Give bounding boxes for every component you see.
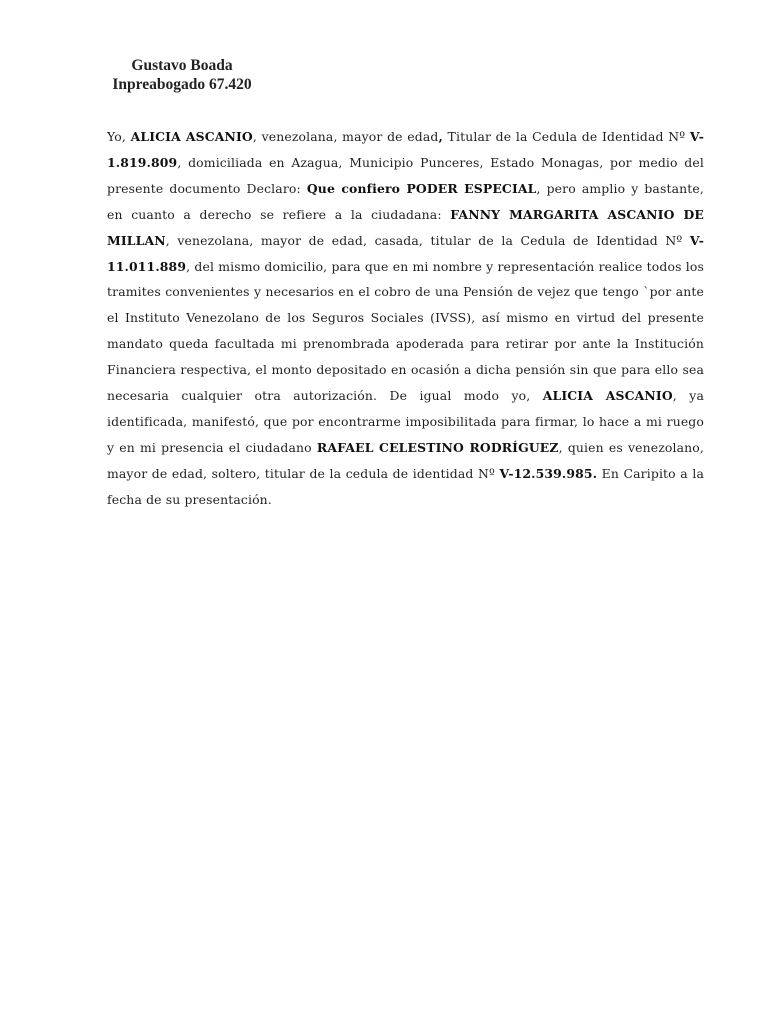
bold-comma: , <box>438 129 443 144</box>
text-segment: , pero amplio y bastante, en cuanto a derecho se refiere a la ciudadana: <box>107 180 704 222</box>
grantor-name-repeat: ALICIA ASCANIO <box>542 388 673 404</box>
text-segment: , del mismo domicilio, para que en mi nombre y representación realice todos los tramites convenientes y necesarios en el cobro de una Pensión de vejez que tengo `por ante el Instituto Venezolano de los Seguros Sociales (IVSS), así mismo en virtud del presente mandato queda facultada mi prenombrada apoderada para retirar por ante la Institución Financiera respectiva, el monto depositado en ocasión a dicha pensión sin que para ello sea necesaria cualquier otra autorización. De igual modo yo, <box>107 258 704 404</box>
grantor-id-number: V-1.819.809 <box>107 129 705 170</box>
letterhead <box>102 56 262 94</box>
text-segment: , quien es venezolano, mayor de edad, soltero, titular de la cedula de identidad Nº <box>107 439 704 481</box>
witness-name: RAFAEL CELESTINO RODRÍGUEZ <box>316 439 559 455</box>
closing-text: En Caripito a la fecha de su presentación. <box>107 465 704 507</box>
special-power-clause: Que confiero PODER ESPECIAL <box>306 180 537 196</box>
grantor-name: ALICIA ASCANIO <box>130 129 253 144</box>
lawyer-registration: Inpreabogado 67.420 <box>112 76 252 93</box>
text-segment: Titular de la Cedula de Identidad Nº <box>442 129 690 144</box>
text-segment: Yo, <box>107 129 131 144</box>
attorney-name: FANNY MARGARITA ASCANIO DE MILLAN <box>107 206 704 248</box>
lawyer-name: Gustavo Boada <box>131 57 233 74</box>
text-segment: , ya identificada, manifestó, que por encontrarme imposibilitada para firmar, lo hace a mi ruego y en mi presencia el ciudadano <box>107 388 704 455</box>
text-segment: , domiciliada en Azagua, Municipio Punceres, Estado Monagas, por medio del presente documento Declaro: <box>107 154 704 196</box>
power-of-attorney-text <box>107 124 704 513</box>
attorney-id-number: V-11.011.889 <box>107 232 704 274</box>
witness-id-number: V-12.539.985. <box>499 465 598 481</box>
text-segment: , venezolana, mayor de edad <box>252 129 439 144</box>
text-segment: , venezolana, mayor de edad, casada, titular de la Cedula de Identidad Nº <box>165 232 690 248</box>
